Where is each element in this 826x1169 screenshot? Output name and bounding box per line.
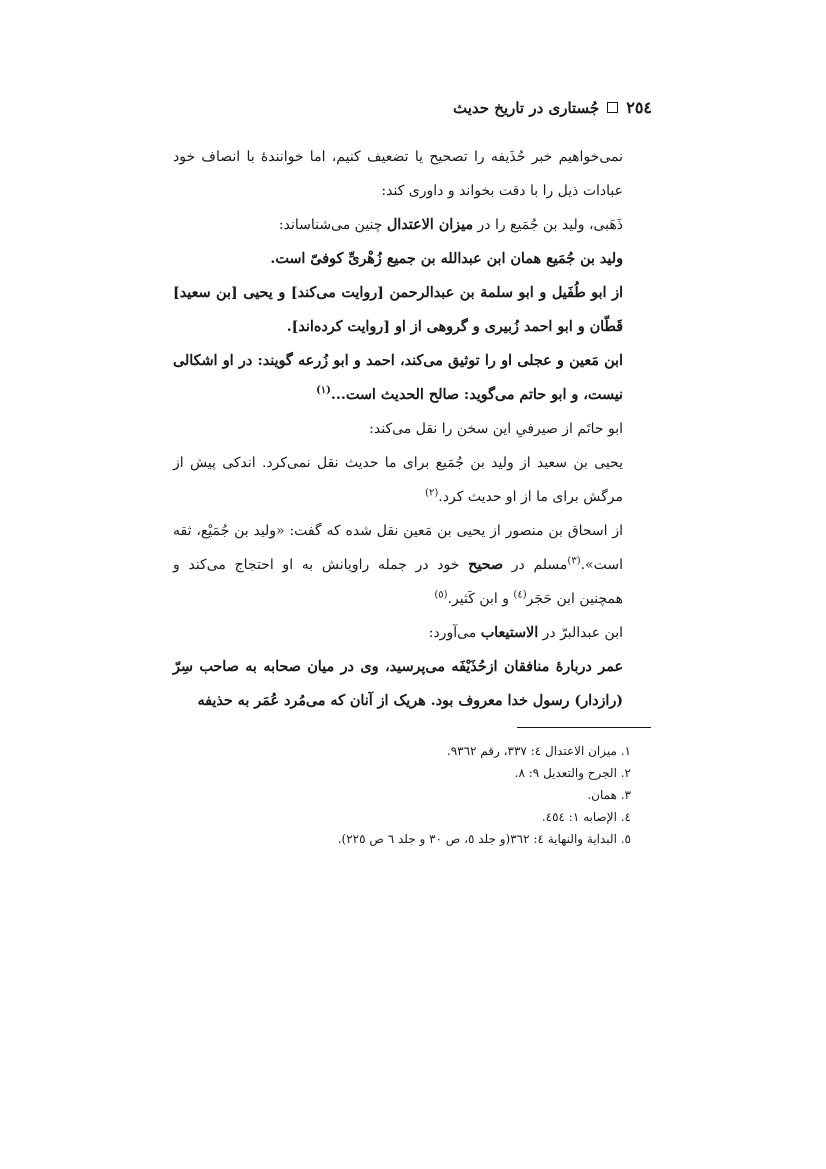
quotation xyxy=(173,446,651,514)
footnote: ٣. همان. xyxy=(587,788,631,802)
paragraph: ابو حاتَم از صیرفیِ این سخن را نقل می‌کند: xyxy=(369,421,623,437)
page-header xyxy=(453,98,652,117)
paragraph xyxy=(173,208,651,242)
running-title: جُستاری در تاریخ حدیث xyxy=(452,98,600,117)
text-span: می‌آورد: xyxy=(428,625,481,641)
footnote-divider xyxy=(517,727,651,728)
text-span: و ابن کَثیر. xyxy=(447,591,514,607)
footnote-ref: (٢) xyxy=(425,487,439,499)
footnote-ref: (٥) xyxy=(434,589,448,601)
paragraph: نمی‌خواهیم خبر حُذَیفه را تصحیح یا تضعیف کنیم، اما خوانندهٔ با انصاف خود عبادات ذیل را با دقت بخواند و داوری کند: xyxy=(173,149,623,199)
footnote-ref: (٤) xyxy=(513,589,527,601)
paragraph xyxy=(173,514,651,616)
source-title: الاستیعاب xyxy=(480,625,539,641)
main-text xyxy=(173,140,651,718)
footnote: ٤. الإصابه ١: ٤٥٤. xyxy=(541,810,631,824)
source-title: صحیح xyxy=(468,557,504,573)
quotation xyxy=(173,344,651,412)
footnotes xyxy=(173,740,651,850)
text-span: ذَهَبی، ولید بن جُمَیع را در xyxy=(473,217,623,233)
square-ornament-icon xyxy=(607,102,618,113)
text-span: خود در جمله راویانش به او احتجاج می‌کند و همچنین ابن حَجَر xyxy=(173,557,623,607)
footnote-ref: (١) xyxy=(316,385,331,397)
text-span: از اسحاق بن منصور از یحیی بن مَعین نقل شده که گفت: «ولید بن جُمَیْع، ثقه است». xyxy=(173,523,623,573)
source-title: میزان الاعتدال xyxy=(386,217,474,233)
text-span: چنین می‌شناساند: xyxy=(278,217,387,233)
paragraph xyxy=(173,616,651,650)
footnote-ref: (٣) xyxy=(567,555,581,567)
footnote: ٢. الجرح والتعدیل ٩: ٨. xyxy=(514,766,631,780)
footnote: ٥. البدایة والنهایة ٤: ٣٦٢(و جلد ٥، ص ٣٠ و جلد ٦ ص ٢٢٥). xyxy=(337,832,631,846)
quotation: عمر دربارهٔ منافقان ازحُذَیْفَه می‌پرسید، وی در میان صحابه به صاحب سِرّ (رازدار) رسول خدا معروف بود. هریک از آنان که می‌مُرد عُمَر به حذیفه xyxy=(173,659,623,709)
quotation: از ابو طُفَیل و ابو سلمة بن عبدالرحمن [روایت می‌کند] و یحیی [بن سعید] قَطّان و ابو احمد زُبیری و گروهی از او [روایت کرده‌اند]. xyxy=(173,285,623,335)
text-span: ابن مَعین و عجلی او را توثیق می‌کند، احمد و ابو زُرعه گویند: در او اشکالی نیست، و ابو حاتم می‌گوید: صالح الحدیث است... xyxy=(173,353,623,403)
page-number: ٢٥٤ xyxy=(626,98,652,117)
text-span: یحیی بن سعید از ولید بن جُمَیع برای ما حدیث نقل نمی‌کرد. اندکی پیش از مرگش برای ما از او حدیث کرد. xyxy=(173,455,623,505)
text-span: مسلم در xyxy=(503,557,568,573)
footnote: ١. میزان الاعتدال ٤: ٣٣٧، رقم ٩٣٦٢. xyxy=(446,744,631,758)
quotation: ولید بن جُمَیع همان ابن عبدالله بن جمیع زُهْریِّ کوفیّ است. xyxy=(270,251,623,267)
text-span: ابن عبدالبرّ در xyxy=(538,625,623,641)
